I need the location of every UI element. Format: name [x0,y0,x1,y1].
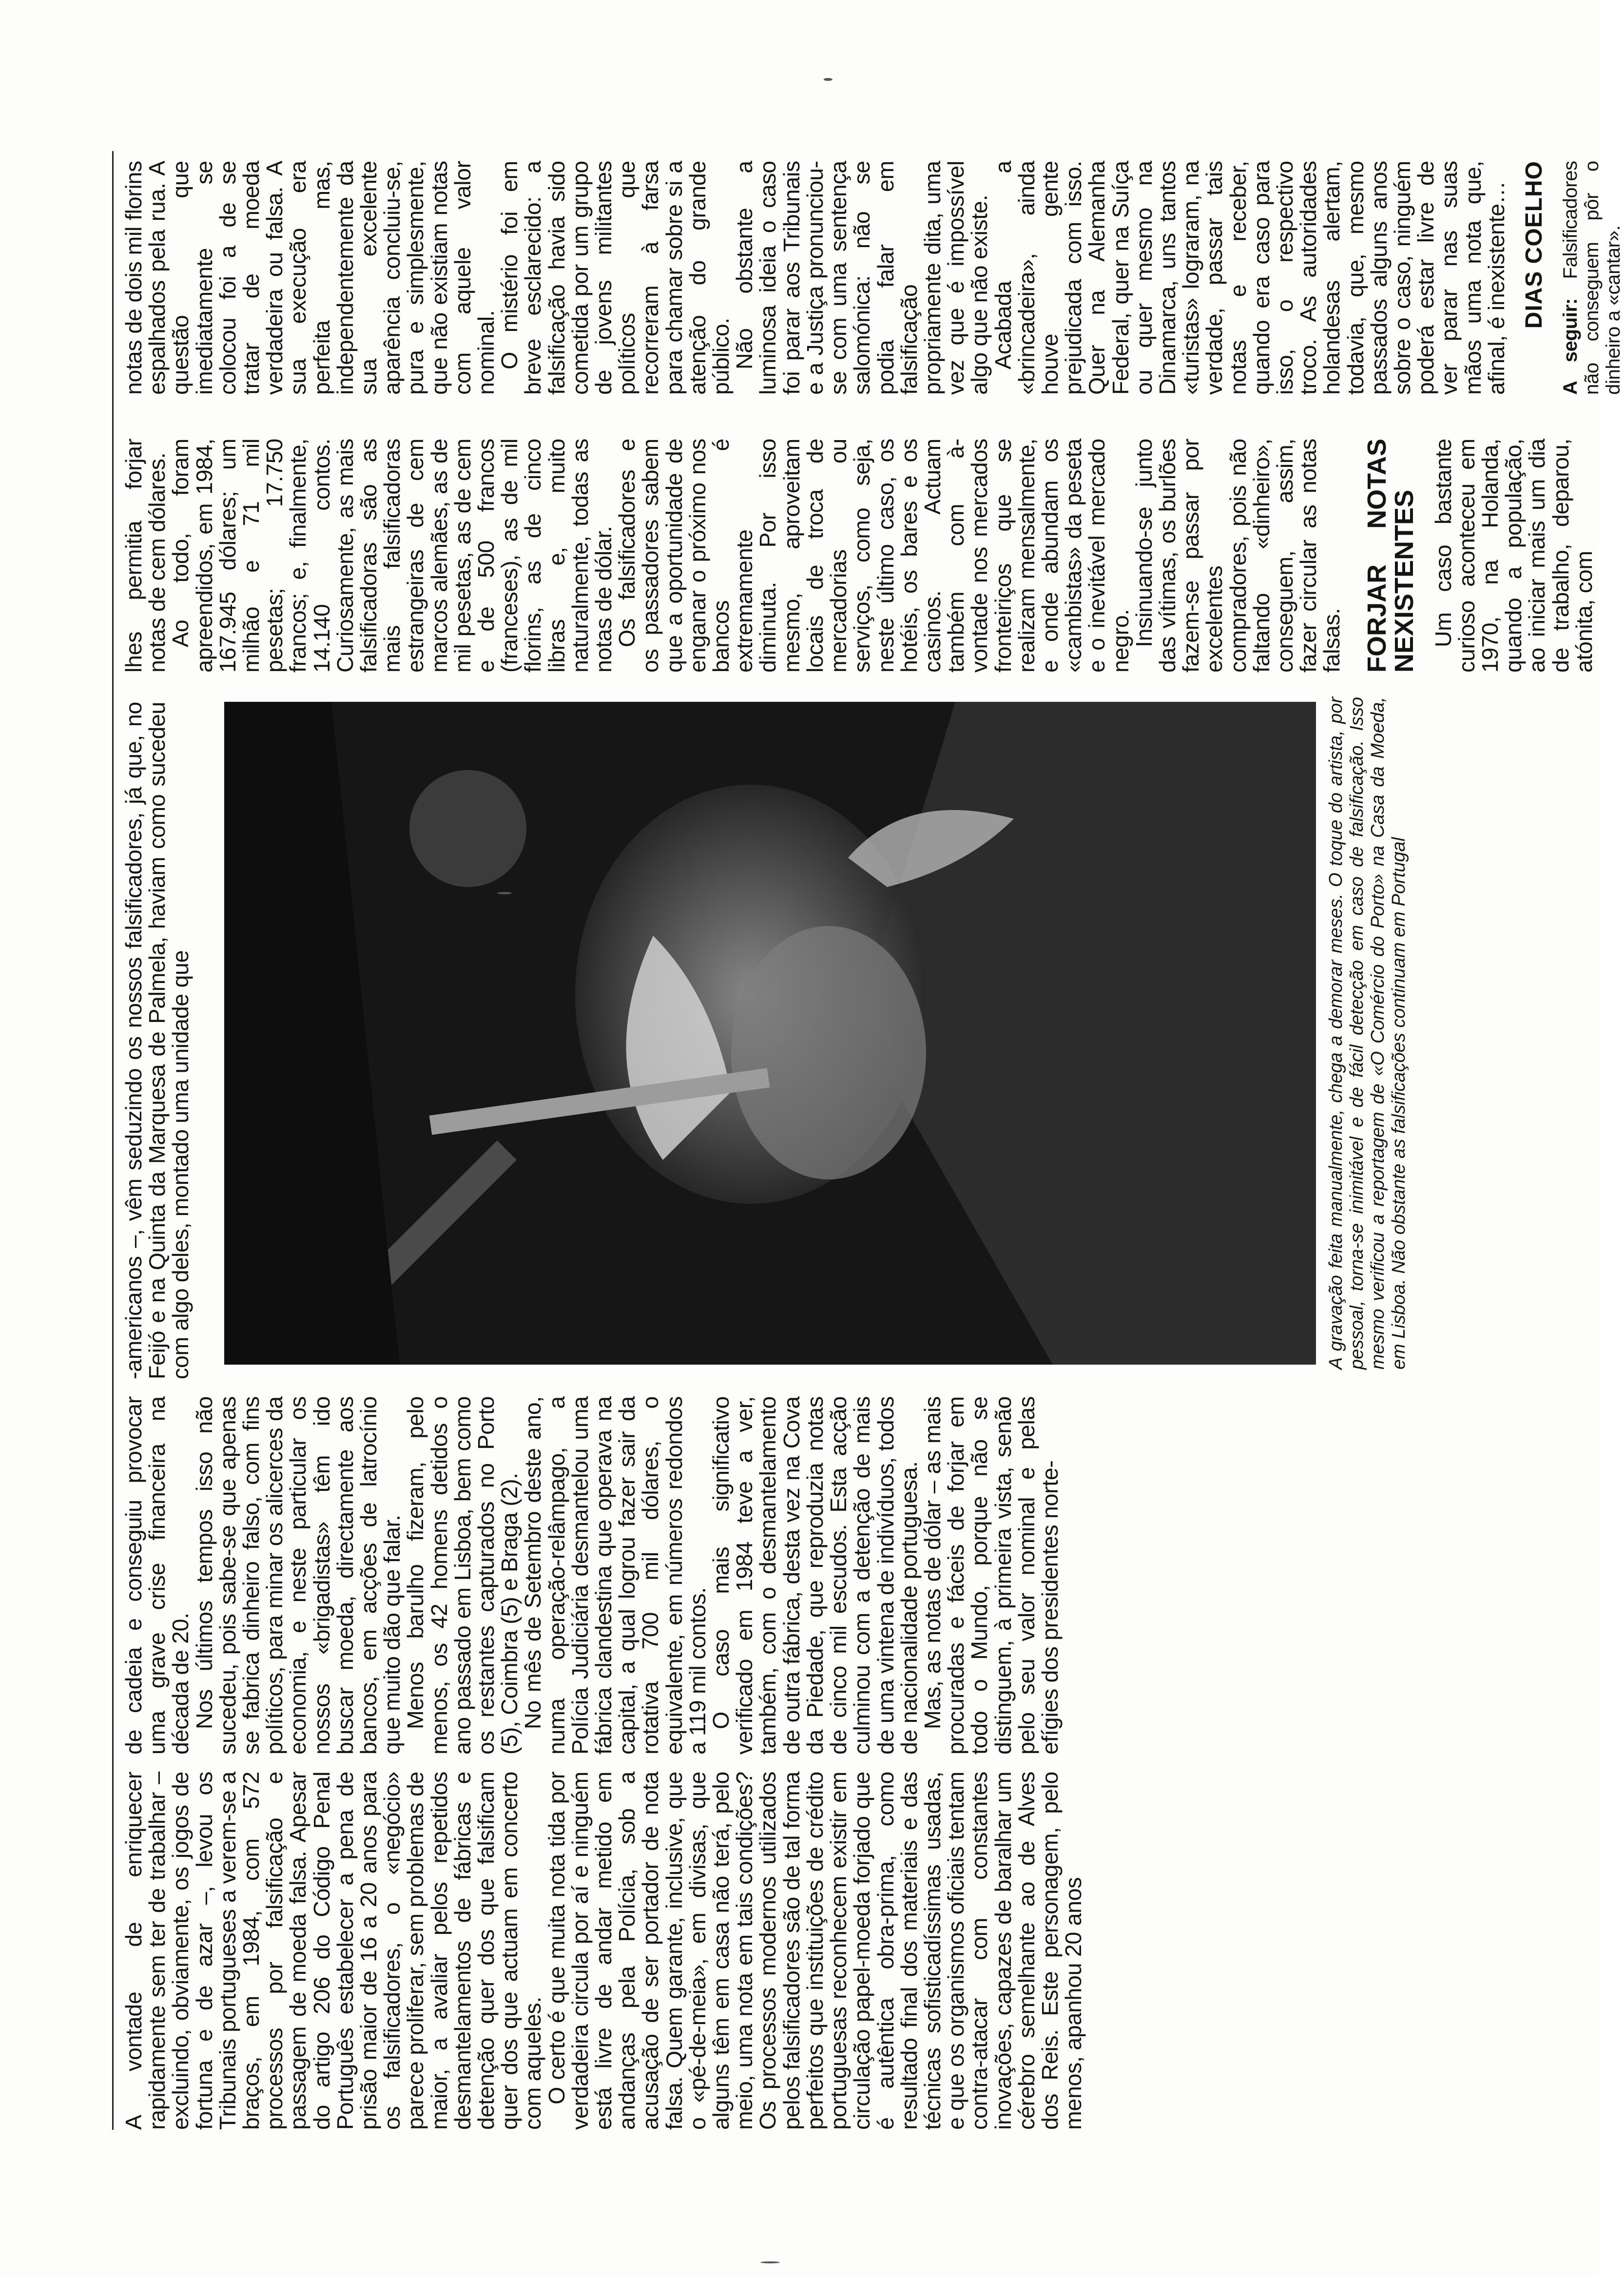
scan-speck [497,892,512,894]
next-installment-note [1560,161,1624,395]
footnote-text: Falsificadores não conseguem pôr o dinheiro a «cantar». [1560,161,1624,395]
paragraph: Insinuando-se junto das vítimas, os burlões fazem-se passar por excelentes compradores, pois não faltando «dinheiro», conseguem, assim, fazer circular as notas falsas. [1131,439,1345,673]
paragraph: O certo é que muita nota tida por verdadeira circula por aí e ninguém está livre de andar metido em andanças pela Polícia, sob a acusação de ser portador de nota falsa. Quem garante, inclusive, que o «pé-de-meia», em divisas, que alguns têm em casa não terá, pelo meio, uma nota em tais condições? Os processos modernos utilizados pelos falsificadores são de tal forma perfeitos que instituições de crédito portuguesas reconhecem existir em circulação papel-moeda forjado que é autêntica obra-prima, como resultado final dos materiais e das técnicas sofisticadíssimas usadas, e que os organismos oficiais tentam contra-atacar com constantes inovações, capazes de baralhar um cérebro semelhante ao de Alves dos Reis. Este personagem, pelo menos, apanhou 20 anos [543,1772,1086,2130]
paragraph: Menos barulho fizeram, pelo menos, os 42 homens detidos o ano passado em Lisboa, bem como os restantes capturados no Porto (5), Coimbra (5) e Braga (2). [403,1396,522,1755]
paragraph: Mas, as notas de dólar – as mais procuradas e fáceis de forjar em todo o Mundo, porque não se distinguem, à primeira vista, senão pelo seu valor nominal e pelas efígies dos presidentes norte- [919,1396,1063,1755]
paragraph: Nos últimos tempos isso não sucedeu, pois sabe-se que apenas se fabrica dinheiro falso, com fins políticos, para minar os alicerces da economia, e neste particular os nossos «brigadistas» têm ido buscar moeda, directamente aos bancos, em acções de latrocínio que muito dão que falar. [191,1396,405,1755]
paragraph: lhes permitia forjar notas de cem dólares. [121,439,170,673]
author-signature: DIAS COELHO [1521,161,1547,329]
scan-speck [760,2261,780,2263]
article-column-1 [122,1772,1085,2130]
engraver-photo [224,702,1316,1365]
section-subheading: FORJAR NOTAS NEXISTENTES [1362,439,1419,673]
paragraph: Os falsificadores e os passadores sabem que a oportunidade de enganar o próximo nos bancos é extremamente diminuta. Por isso mesmo, aproveitam locais de troca de mercadorias ou serviços, como seja, neste último caso, os hotéis, os bares e os casinos. Actuam também com à-vontade nos mercados fronteiriços que se realizam mensalmente, e onde abundam os «cambistas» da peseta e o inevitável mercado negro. [614,439,1133,673]
paragraph: Não obstante a luminosa ideia o caso foi parar aos Tribunais e a Justiça pronunciou-se com uma sentença salomónica: não se podia falar em falsificação propriamente dita, uma vez que é impossível algo que não existe. [732,161,992,395]
footnote-label: A seguir: [1560,298,1582,395]
paragraph: Um caso bastante curioso aconteceu em 1970, na Holanda, quando a população, ao iniciar mais um dia de trabalho, deparou, atónita, com [1430,439,1597,673]
paragraph: de cadeia e conseguiu provocar uma grave crise financeira na década de 20. [121,1396,193,1755]
article-column-3 [122,702,219,1379]
paragraph: -americanos –, vêm seduzindo os nossos falsificadores, já que, no Feijó e na Quinta da Marquesa de Palmela, haviam como sucedeu com algo deles, montado uma unidade que [121,702,193,1379]
newspaper-article [112,151,1624,2130]
photo-caption: A gravação feita manualmente, chega a demorar meses. O toque do artista, por pessoal, torna-se inimitável e de fácil detecção em caso de falsificação. Isso mesmo verificou a reportagem de «O Comércio do Porto» na Casa da Moeda, em Lisboa. Não obstante as falsificações continuam em Portugal [1326,697,1409,1370]
article-column-5 [122,161,1624,395]
paragraph: Acabada a «brincadeira», ainda houve gente prejudicada com isso. Quer na Alemanha Federal, quer na Suíça ou quer mesmo na Dinamarca, uns tantos «turistas» lograram, na verdade, passar tais notas e receber, quando era caso para isso, o respectivo troco. As autoridades holandesas alertam, todavia, que, mesmo passados alguns anos sobre o caso, ninguém poderá estar livre de ver parar nas suas mãos uma nota que, afinal, é inexistente… [990,161,1509,395]
paragraph: A vontade de enriquecer rapidamente sem ter de trabalhar – excluindo, obviamente, os jogos de fortuna e de azar –, levou os Tribunais portugueses a verem-se a braços, em 1984, com 572 processos por falsificação e passagem de moeda falsa. Apesar do artigo 206 do Código Penal Português estabelecer a pena de prisão maior de 16 a 20 anos para os falsificadores, o «negócio» parece proliferar, sem problemas de maior, a avaliar pelos repetidos desmantelamentos de fábricas e detenção quer dos que falsificam quer dos que actuam em concerto com aqueles. [121,1772,546,2130]
top-rule [112,151,114,2130]
article-column-2 [122,1396,1062,1755]
paragraph: No mês de Setembro deste ano, numa operação-relâmpago, a Polícia Judiciária desmantelou uma fábrica clandestina que operava na capital, a qual logrou fazer sair da rotativa 700 mil dólares, o equivalente, em números redondos a 119 mil contos. [520,1396,710,1755]
article-column-4 [122,439,1596,673]
paragraph: O mistério foi em breve esclarecido: a falsificação havia sido cometida por um grupo de jovens militantes políticos que recorreram à farsa para chamar sobre si a atenção do grande público. [497,161,734,395]
paragraph: Ao todo, foram apreendidos, em 1984, 167.945 dólares; um milhão e 71 mil pesetas; 17.750 francos; e, finalmente, 14.140 contos. Curiosamente, as mais falsificadoras são as mais falsificadoras estrangeiras de cem marcos alemães, as de mil pesetas, as de cem e de 500 francos (franceses), as de mil florins, as de cinco libras e, muito naturalmente, todas as notas de dólar. [168,439,617,673]
scan-speck [824,78,832,81]
paragraph: notas de dois mil florins espalhados pela rua. A questão que imediatamente se colocou foi a de se tratar de moeda verdadeira ou falsa. A sua execução era perfeita mas, independentemente da sua excelente aparência concluiu-se, pura e simplesmente, que não existiam notas com aquele valor nominal. [121,161,499,395]
paragraph: O caso mais significativo verificado em 1984 teve a ver, também, com o desmantelamento de outra fábrica, desta vez na Cova da Piedade, que reproduzia notas de cinco mil escudos. Esta acção culminou com a detenção de mais de uma vintena de indivíduos, todos de nacionalidade portuguesa. [708,1396,922,1755]
engraver-photo-art [224,702,1316,1365]
